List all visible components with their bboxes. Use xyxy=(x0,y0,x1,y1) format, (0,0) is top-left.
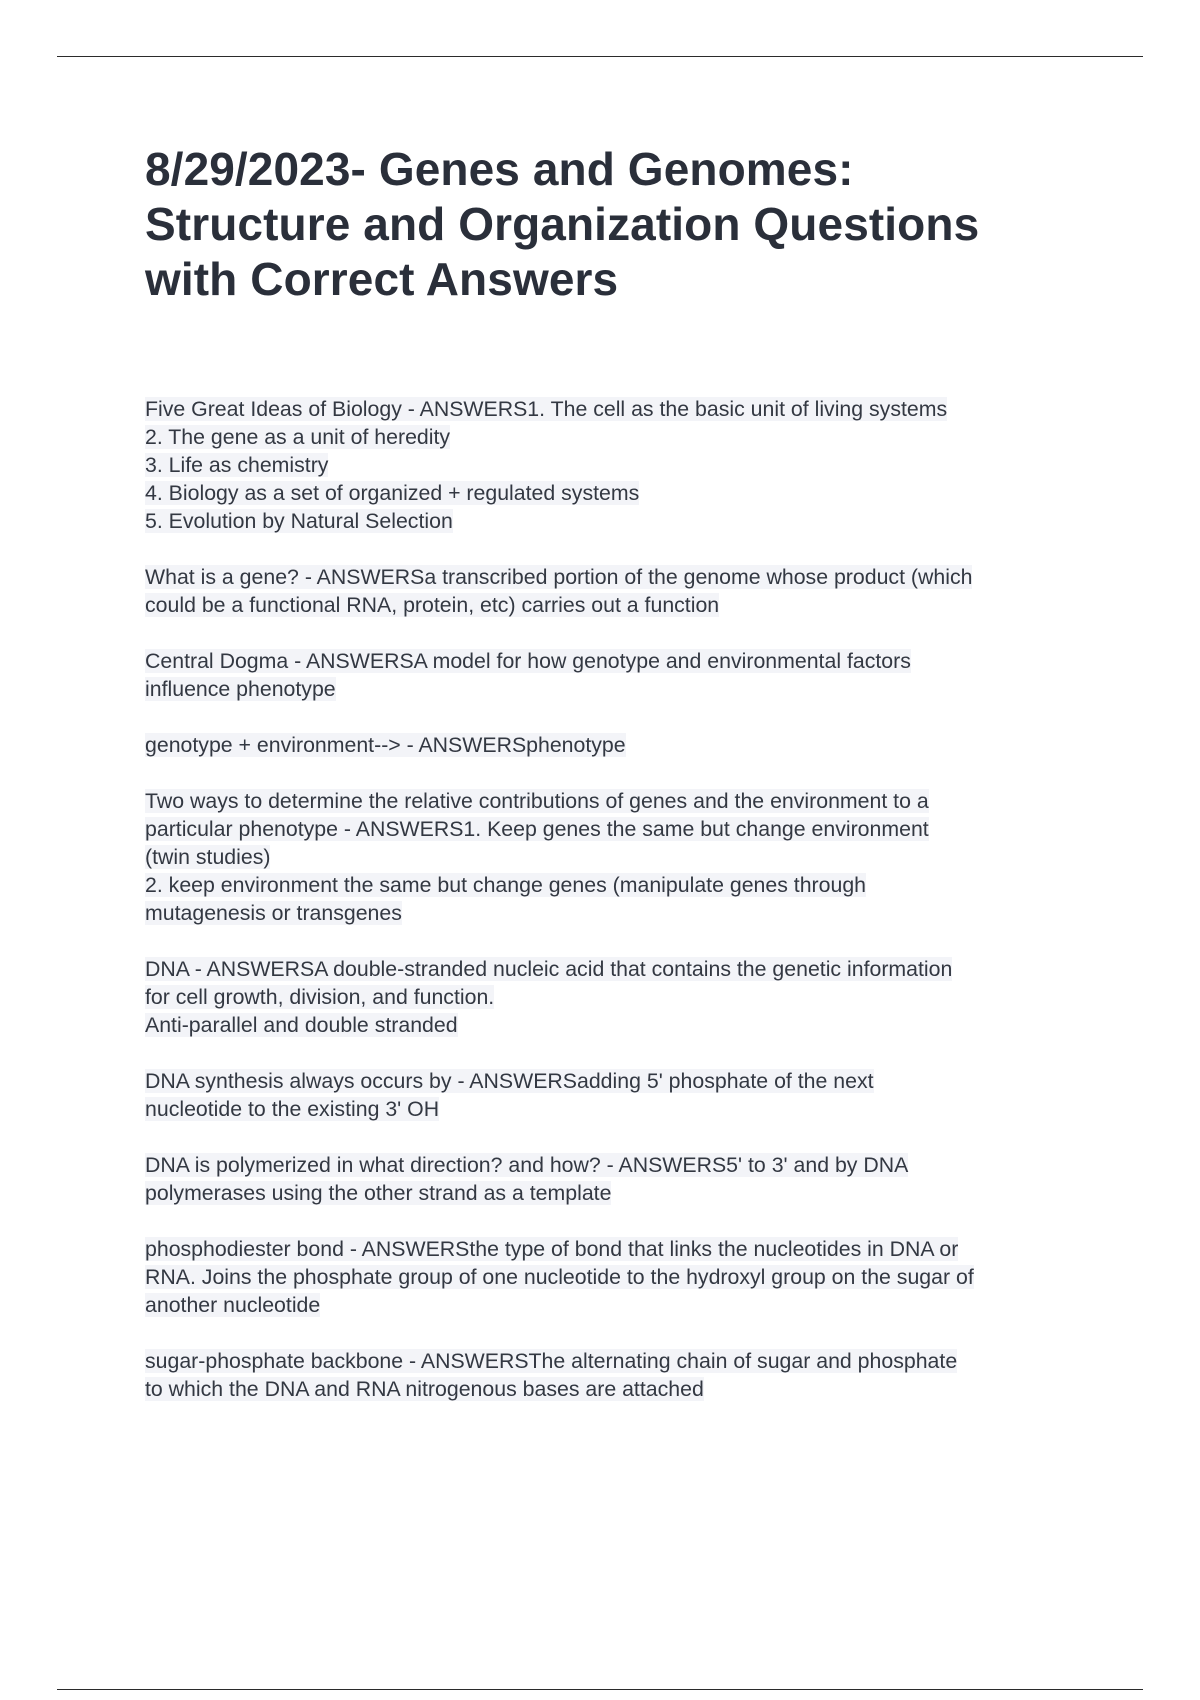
qa-line xyxy=(145,1179,1095,1207)
qa-line xyxy=(145,983,1095,1011)
qa-line xyxy=(145,675,1095,703)
qa-line-text: RNA. Joins the phosphate group of one nucleotide to the hydroxyl group on the sugar of xyxy=(145,1265,974,1289)
qa-entry xyxy=(145,647,1095,703)
qa-line xyxy=(145,1095,1095,1123)
qa-entry xyxy=(145,787,1095,927)
qa-line xyxy=(145,1347,1095,1375)
qa-line xyxy=(145,843,1095,871)
qa-line-text: phosphodiester bond - ANSWERSthe type of bond that links the nucleotides in DNA or xyxy=(145,1237,959,1261)
qa-entry xyxy=(145,1235,1095,1319)
title-line: Structure and Organization Questions xyxy=(145,198,980,250)
qa-line xyxy=(145,507,1095,535)
qa-line xyxy=(145,1263,1095,1291)
qa-line xyxy=(145,787,1095,815)
qa-line xyxy=(145,899,1095,927)
qa-line xyxy=(145,1375,1095,1403)
qa-line-text: Central Dogma - ANSWERSA model for how genotype and environmental factors xyxy=(145,649,911,673)
qa-entry xyxy=(145,1151,1095,1207)
qa-line-text: polymerases using the other strand as a template xyxy=(145,1181,612,1205)
qa-line-text: DNA synthesis always occurs by - ANSWERSadding 5' phosphate of the next xyxy=(145,1069,874,1093)
qa-line-text: sugar-phosphate backbone - ANSWERSThe alternating chain of sugar and phosphate xyxy=(145,1349,958,1373)
qa-line-text: 2. The gene as a unit of heredity xyxy=(145,425,451,449)
qa-line-text: 4. Biology as a set of organized + regulated systems xyxy=(145,481,640,505)
qa-line-text: particular phenotype - ANSWERS1. Keep genes the same but change environment xyxy=(145,817,929,841)
qa-line xyxy=(145,563,1095,591)
qa-line xyxy=(145,591,1095,619)
document-title xyxy=(145,142,1095,307)
bottom-rule xyxy=(57,1689,1143,1690)
qa-line-text: Anti-parallel and double stranded xyxy=(145,1013,458,1037)
qa-line-text: to which the DNA and RNA nitrogenous bases are attached xyxy=(145,1377,704,1401)
qa-line-text: influence phenotype xyxy=(145,677,336,701)
qa-line xyxy=(145,871,1095,899)
qa-line-text: mutagenesis or transgenes xyxy=(145,901,402,925)
qa-line xyxy=(145,1235,1095,1263)
qa-line xyxy=(145,815,1095,843)
qa-line xyxy=(145,423,1095,451)
qa-line-text: Two ways to determine the relative contributions of genes and the environment to a xyxy=(145,789,929,813)
qa-line-text: What is a gene? - ANSWERSa transcribed portion of the genome whose product (which xyxy=(145,565,973,589)
qa-line-text: (twin studies) xyxy=(145,845,271,869)
qa-line-text: DNA is polymerized in what direction? and how? - ANSWERS5' to 3' and by DNA xyxy=(145,1153,909,1177)
qa-line xyxy=(145,1291,1095,1319)
qa-entry xyxy=(145,395,1095,535)
qa-line-text: DNA - ANSWERSA double-stranded nucleic acid that contains the genetic information xyxy=(145,957,953,981)
qa-line-text: 5. Evolution by Natural Selection xyxy=(145,509,453,533)
title-line: with Correct Answers xyxy=(145,253,619,305)
qa-line-text: Five Great Ideas of Biology - ANSWERS1. The cell as the basic unit of living systems xyxy=(145,397,948,421)
title-line: 8/29/2023- Genes and Genomes: xyxy=(145,143,854,195)
qa-list xyxy=(145,395,1095,1403)
qa-line xyxy=(145,395,1095,423)
qa-entry xyxy=(145,563,1095,619)
qa-line xyxy=(145,1067,1095,1095)
qa-entry xyxy=(145,731,1095,759)
qa-line xyxy=(145,647,1095,675)
qa-entry xyxy=(145,1067,1095,1123)
qa-line-text: nucleotide to the existing 3' OH xyxy=(145,1097,440,1121)
qa-line xyxy=(145,955,1095,983)
qa-line xyxy=(145,1151,1095,1179)
qa-line-text: another nucleotide xyxy=(145,1293,321,1317)
qa-entry xyxy=(145,1347,1095,1403)
qa-line-text: for cell growth, division, and function. xyxy=(145,985,495,1009)
qa-line xyxy=(145,731,1095,759)
qa-line xyxy=(145,451,1095,479)
qa-line xyxy=(145,479,1095,507)
document-body xyxy=(145,142,1095,1431)
top-rule xyxy=(57,56,1143,57)
qa-line-text: could be a functional RNA, protein, etc) carries out a function xyxy=(145,593,720,617)
qa-line-text: 2. keep environment the same but change genes (manipulate genes through xyxy=(145,873,867,897)
qa-line-text: genotype + environment--> - ANSWERSphenotype xyxy=(145,733,626,757)
qa-line-text: 3. Life as chemistry xyxy=(145,453,329,477)
qa-entry xyxy=(145,955,1095,1039)
qa-line xyxy=(145,1011,1095,1039)
